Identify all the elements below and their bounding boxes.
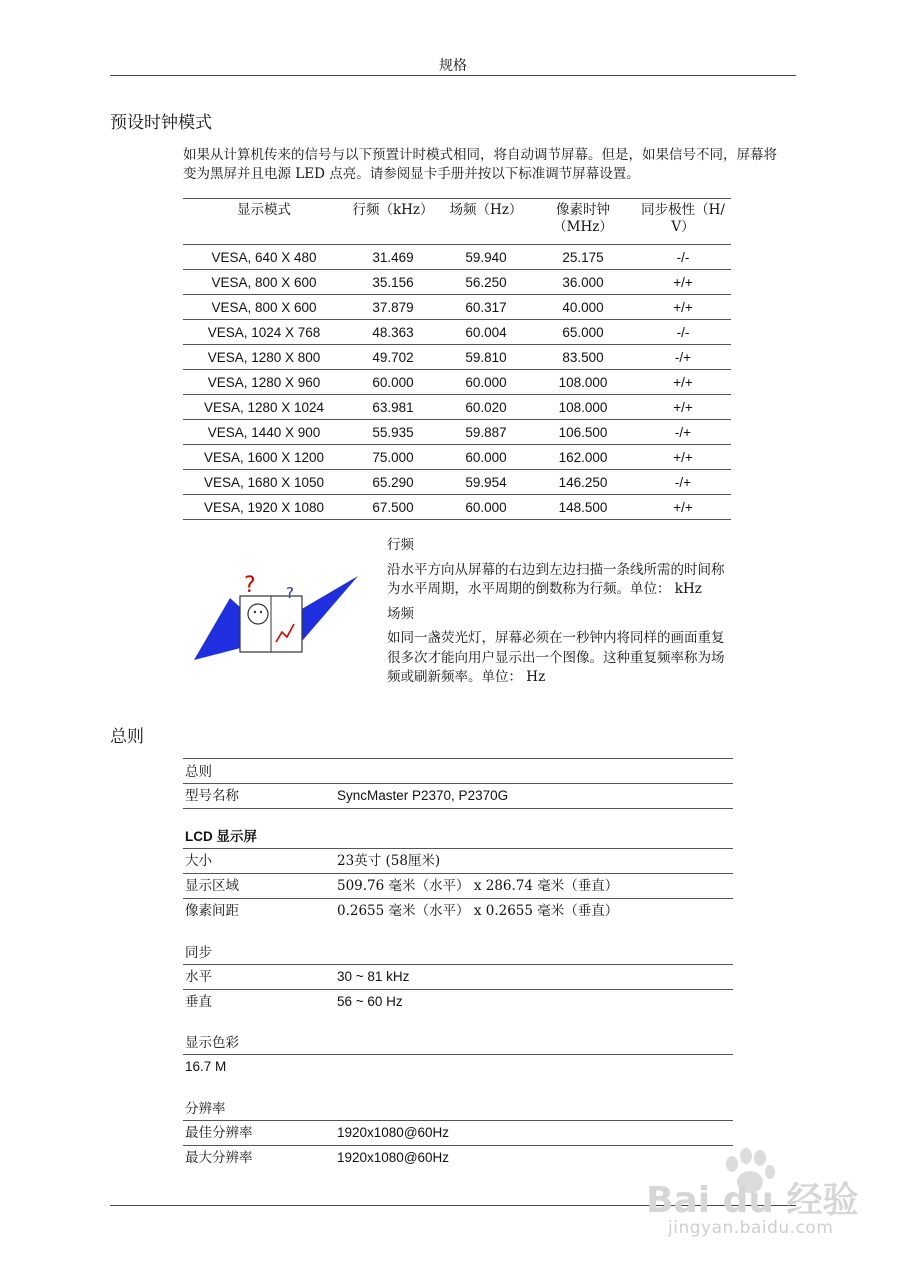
timing-cell: VESA, 800 X 600 [183, 270, 345, 295]
spec-heading: 分辨率 [183, 1098, 733, 1121]
timing-cell: 59.810 [441, 345, 531, 370]
timing-table [183, 198, 731, 520]
spec-value: 1920x1080@60Hz [337, 1125, 450, 1140]
timing-cell: +/+ [635, 495, 731, 520]
timing-cell: -/- [635, 245, 731, 270]
reader-illustration [190, 570, 360, 662]
spec-label: 像素间距 [185, 903, 239, 919]
timing-row [183, 395, 731, 420]
spec-row [183, 965, 733, 990]
timing-row [183, 370, 731, 395]
timing-cell: 60.004 [441, 320, 531, 345]
spec-label: 垂直 [185, 994, 212, 1010]
timing-cell: 60.000 [345, 370, 441, 395]
timing-cell: VESA, 1440 X 900 [183, 420, 345, 445]
timing-row [183, 345, 731, 370]
spec-block-general [183, 758, 733, 809]
spec-label: 水平 [185, 969, 212, 985]
col-display-mode: 显示模式 [237, 202, 291, 218]
timing-cell: 108.000 [531, 395, 635, 420]
timing-cell: 67.500 [345, 495, 441, 520]
spec-block-sync [183, 942, 733, 1014]
timing-cell: 59.887 [441, 420, 531, 445]
timing-cell: 40.000 [531, 295, 635, 320]
watermark-brand: Bai du 经验 [646, 1180, 859, 1221]
spec-value: 509.76 毫米（水平） x 286.74 毫米（垂直） [337, 878, 619, 894]
spec-value [337, 1055, 733, 1079]
spec-value: SyncMaster P2370, P2370G [337, 788, 509, 803]
spec-row [183, 899, 733, 923]
timing-cell: VESA, 1920 X 1080 [183, 495, 345, 520]
timing-cell: 59.954 [441, 470, 531, 495]
timing-cell: VESA, 1680 X 1050 [183, 470, 345, 495]
spec-row [183, 874, 733, 899]
spec-label: 16.7 M [185, 1059, 227, 1074]
spec-value: 1920x1080@60Hz [337, 1150, 450, 1165]
timing-row [183, 495, 731, 520]
spec-heading: 显示色彩 [183, 1032, 733, 1055]
timing-cell: 65.290 [345, 470, 441, 495]
timing-cell: VESA, 1600 X 1200 [183, 445, 345, 470]
timing-cell: -/+ [635, 345, 731, 370]
timing-cell: 60.000 [441, 445, 531, 470]
timing-cell: 60.000 [441, 495, 531, 520]
timing-cell: +/+ [635, 295, 731, 320]
timing-cell: 25.175 [531, 245, 635, 270]
timing-cell: -/+ [635, 420, 731, 445]
timing-cell: 108.000 [531, 370, 635, 395]
question-mark-icon: ? [286, 584, 294, 602]
timing-cell: VESA, 1280 X 960 [183, 370, 345, 395]
timing-cell: +/+ [635, 370, 731, 395]
timing-cell: 75.000 [345, 445, 441, 470]
timing-cell: 37.879 [345, 295, 441, 320]
question-mark-icon: ? [244, 573, 256, 598]
spec-label: 显示区域 [185, 878, 239, 894]
timing-cell: -/+ [635, 470, 731, 495]
col-sync-polarity: 同步极性（H/ V） [641, 202, 725, 235]
spec-heading: 同步 [183, 942, 733, 965]
header-rule [110, 75, 796, 76]
watermark-url: jingyan.baidu.com [668, 1218, 834, 1238]
timing-section-title: 预设时钟模式 [110, 113, 212, 133]
spec-block-lcd [183, 826, 733, 923]
timing-cell: +/+ [635, 270, 731, 295]
timing-cell: 60.020 [441, 395, 531, 420]
timing-cell: 31.469 [345, 245, 441, 270]
face-icon [248, 604, 268, 624]
spec-value: 23英寸 (58厘米) [337, 853, 441, 869]
timing-cell: 48.363 [345, 320, 441, 345]
timing-cell: 60.000 [441, 370, 531, 395]
timing-cell: 148.500 [531, 495, 635, 520]
spec-row [183, 784, 733, 809]
glossary-def-h-freq: 沿水平方向从屏幕的右边到左边扫描一条线所需的时间称为水平周期，水平周期的倒数称为行频。单位： kHz [387, 561, 725, 597]
glossary-def-v-freq: 如同一盏荧光灯，屏幕必须在一秒钟内将同样的画面重复很多次才能向用户显示出一个图像。这种重复频率称为场频或刷新频率。单位： Hz [387, 630, 725, 685]
spec-block-color [183, 1032, 733, 1079]
timing-cell: VESA, 800 X 600 [183, 295, 345, 320]
timing-cell: 36.000 [531, 270, 635, 295]
timing-row [183, 420, 731, 445]
spec-label: 最佳分辨率 [185, 1125, 253, 1141]
timing-cell: 56.250 [441, 270, 531, 295]
spec-row [183, 990, 733, 1014]
col-pixel-clock: 像素时钟 （MHz） [553, 202, 613, 235]
spec-label: 大小 [185, 853, 212, 869]
col-h-freq: 行频（kHz） [352, 202, 434, 218]
right-wing-shape [296, 576, 358, 648]
spec-label: 最大分辨率 [185, 1150, 253, 1166]
timing-cell: VESA, 1024 X 768 [183, 320, 345, 345]
timing-header-row [183, 199, 731, 245]
timing-cell: +/+ [635, 445, 731, 470]
spec-value: 0.2655 毫米（水平） x 0.2655 毫米（垂直） [337, 903, 619, 919]
timing-cell: 146.250 [531, 470, 635, 495]
timing-row [183, 445, 731, 470]
timing-cell: 63.981 [345, 395, 441, 420]
timing-cell: 55.935 [345, 420, 441, 445]
spec-heading [183, 826, 733, 849]
timing-cell: VESA, 1280 X 800 [183, 345, 345, 370]
glossary [387, 536, 727, 693]
spec-heading: 总则 [183, 758, 733, 784]
glossary-term-h-freq: 行频 [387, 537, 414, 553]
timing-cell: 60.317 [441, 295, 531, 320]
timing-cell: VESA, 640 X 480 [183, 245, 345, 270]
timing-row [183, 245, 731, 270]
timing-cell: +/+ [635, 395, 731, 420]
timing-cell: 35.156 [345, 270, 441, 295]
spec-row [183, 849, 733, 874]
timing-cell: 162.000 [531, 445, 635, 470]
timing-cell: -/- [635, 320, 731, 345]
timing-cell: 49.702 [345, 345, 441, 370]
col-v-freq: 场频（Hz） [449, 202, 523, 218]
timing-intro: 如果从计算机传来的信号与以下预置计时模式相同，将自动调节屏幕。但是，如果信号不同，屏幕将变为黑屏并且电源 LED 点亮。请参阅显卡手册并按以下标准调节屏幕设置。 [183, 147, 777, 182]
spec-row [183, 1055, 733, 1079]
timing-cell: 59.940 [441, 245, 531, 270]
timing-cell: VESA, 1280 X 1024 [183, 395, 345, 420]
timing-cell: 106.500 [531, 420, 635, 445]
spec-heading-text: LCD 显示屏 [185, 829, 257, 844]
timing-row [183, 295, 731, 320]
timing-row [183, 470, 731, 495]
spec-value: 30 ~ 81 kHz [337, 969, 410, 984]
timing-cell: 65.000 [531, 320, 635, 345]
timing-row [183, 270, 731, 295]
running-head: 规格 [439, 58, 467, 74]
spec-label: 型号名称 [185, 788, 239, 804]
timing-row [183, 320, 731, 345]
general-section-title: 总则 [110, 727, 144, 747]
glossary-term-v-freq: 场频 [387, 605, 414, 622]
spec-value: 56 ~ 60 Hz [337, 994, 403, 1009]
timing-cell: 83.500 [531, 345, 635, 370]
